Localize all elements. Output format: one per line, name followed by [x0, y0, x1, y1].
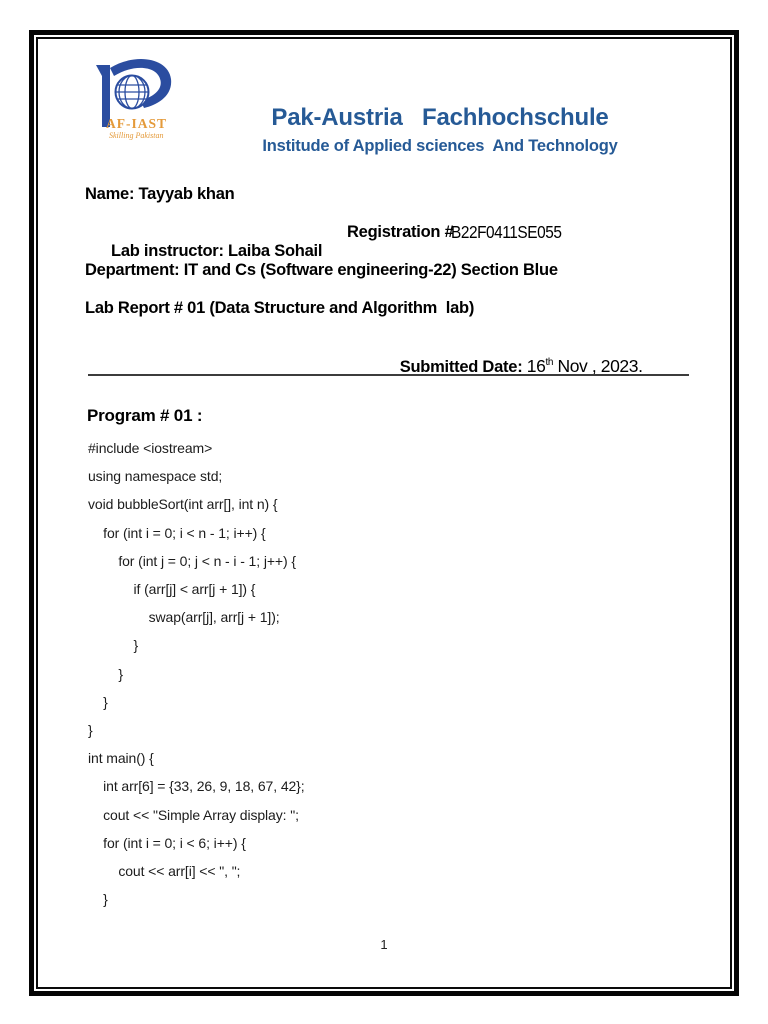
code-line: int arr[6] = {33, 26, 9, 18, 67, 42}; [88, 778, 305, 795]
student-name-line: Name: Tayyab khan [85, 185, 235, 203]
registration-number: B22F0411SE055 [451, 222, 562, 242]
code-line: for (int i = 0; i < n - 1; i++) { [88, 524, 266, 541]
submitted-date-group [365, 337, 643, 396]
document-header [150, 104, 730, 156]
code-line: void bubbleSort(int arr[], int n) { [88, 496, 278, 513]
code-line: } [88, 693, 108, 710]
program-heading: Program # 01 : [87, 406, 203, 425]
lab-report-title-line: Lab Report # 01 (Data Structure and Algorithm lab) [85, 299, 475, 317]
code-line: } [88, 891, 108, 908]
section-divider-line [88, 374, 689, 376]
code-line: for (int j = 0; j < n - i - 1; j++) { [88, 552, 296, 569]
code-line: } [88, 722, 93, 739]
registration-label: Registration # [347, 223, 454, 241]
logo-acronym-text: AF-IAST [106, 116, 168, 131]
code-listing [88, 434, 305, 913]
code-line: cout << "Simple Array display: "; [88, 806, 299, 823]
department-line: Department: IT and Cs (Software engineering-22) Section Blue [85, 261, 558, 279]
lab-instructor-text: Lab instructor: Laiba Sohail [111, 242, 323, 260]
code-line: using namespace std; [88, 468, 223, 485]
submitted-date-value: 16th Nov , 2023. [526, 356, 643, 376]
code-line: #include <iostream> [88, 440, 213, 456]
date-ordinal-superscript: th [545, 357, 553, 369]
student-info-section [85, 185, 718, 375]
code-line: swap(arr[j], arr[j + 1]); [88, 609, 280, 626]
code-line: cout << arr[i] << ", "; [88, 863, 241, 880]
code-line: for (int i = 0; i < 6; i++) { [88, 834, 246, 851]
logo-tagline-text: Skilling Pakistan [109, 131, 164, 140]
code-line: int main() { [88, 750, 154, 767]
institution-title: Pak-Austria Fachhochschule [271, 104, 609, 131]
submitted-date-label: Submitted Date: [399, 358, 527, 376]
code-line: } [88, 637, 139, 654]
institution-subtitle: Institude of Applied sciences And Technology [262, 137, 618, 155]
instructor-registration-line [85, 223, 718, 261]
page-number: 1 [380, 937, 388, 952]
code-line: if (arr[j] < arr[j + 1]) { [88, 581, 256, 598]
code-line: } [88, 665, 123, 682]
submitted-date-line [85, 337, 718, 375]
